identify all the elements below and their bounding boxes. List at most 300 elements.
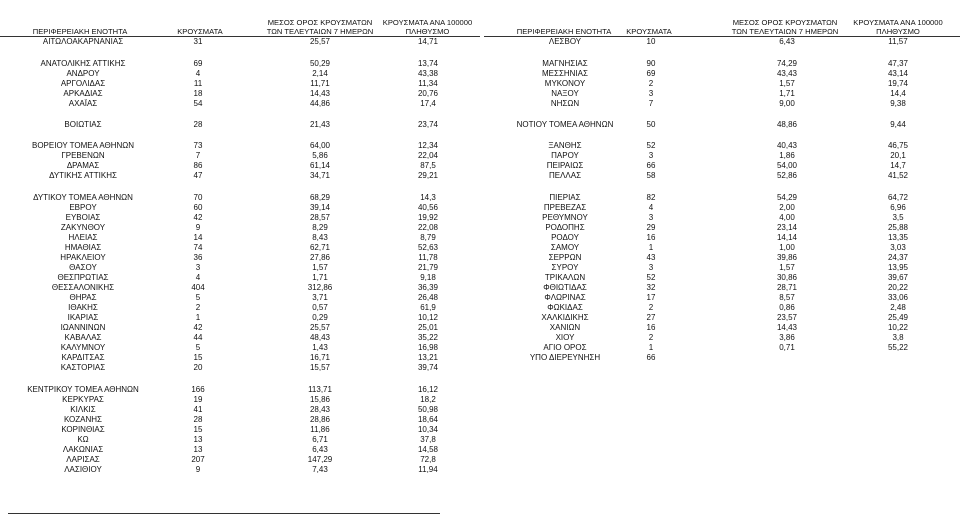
region-cell: ΘΑΣΟΥ — [69, 263, 97, 272]
cases-cell: 28 — [193, 120, 203, 129]
region-cell: ΚΕΝΤΡΙΚΟΥ ΤΟΜΕΑ ΑΘΗΝΩΝ — [27, 385, 139, 394]
per-100k-cell: 26,48 — [417, 293, 439, 302]
region-cell: ΚΟΖΑΝΗΣ — [63, 415, 103, 424]
cases-cell: 41 — [193, 405, 203, 414]
avg-cell: 1,57 — [779, 79, 795, 88]
table-row — [0, 425, 480, 435]
region-cell: ΦΘΙΩΤΙΔΑΣ — [543, 283, 587, 292]
per-100k-cell: 43,14 — [887, 69, 909, 78]
avg-cell: 23,57 — [776, 313, 798, 322]
per-100k-cell: 25,49 — [887, 313, 909, 322]
avg-cell: 0,86 — [779, 303, 795, 312]
per-100k-cell: 13,74 — [417, 59, 439, 68]
region-cell: ΘΕΣΣΑΛΟΝΙΚΗΣ — [51, 283, 115, 292]
per-100k-cell: 37,8 — [420, 435, 436, 444]
per-100k-cell: 36,39 — [417, 283, 439, 292]
table-row — [0, 161, 480, 171]
table-row — [0, 213, 480, 223]
avg-cell: 61,14 — [309, 161, 331, 170]
per-100k-cell: 13,35 — [887, 233, 909, 242]
region-cell: ΑΝΑΤΟΛΙΚΗΣ ΑΤΤΙΚΗΣ — [40, 59, 126, 68]
header-per-line2: ΠΛΗΘΥΣΜΟ — [405, 27, 450, 36]
region-cell: ΠΕΙΡΑΙΩΣ — [546, 161, 584, 170]
left-table-body — [0, 37, 480, 475]
region-cell: ΘΕΣΠΡΩΤΙΑΣ — [57, 273, 109, 282]
avg-cell: 7,43 — [312, 465, 328, 474]
cases-cell: 4 — [195, 69, 201, 78]
region-cell: ΑΙΤΩΛΟΑΚΑΡΝΑΝΙΑΣ — [42, 37, 124, 46]
table-row — [484, 243, 960, 253]
table-row — [484, 79, 960, 89]
region-cell: ΚΑΛΥΜΝΟΥ — [60, 343, 106, 352]
table-row — [0, 223, 480, 233]
region-cell: ΗΡΑΚΛΕΙΟΥ — [60, 253, 106, 262]
avg-cell: 21,43 — [309, 120, 331, 129]
table-row — [484, 273, 960, 283]
table-row — [0, 263, 480, 273]
region-cell: ΚΟΡΙΝΘΙΑΣ — [61, 425, 105, 434]
cases-cell: 207 — [191, 455, 205, 464]
per-100k-cell: 64,72 — [887, 193, 909, 202]
table-row — [0, 405, 480, 415]
region-cell: ΡΟΔΟΠΗΣ — [545, 223, 585, 232]
header-per-line1: ΚΡΟΥΣΜΑΤΑ ΑΝΑ 100000 — [853, 18, 943, 27]
table-row — [484, 333, 960, 343]
table-row — [484, 233, 960, 243]
cases-cell: 16 — [646, 233, 656, 242]
region-cell: ΦΩΚΙΔΑΣ — [547, 303, 583, 312]
region-cell: ΡΟΔΟΥ — [551, 233, 579, 242]
region-cell: ΖΑΚΥΝΘΟΥ — [60, 223, 106, 232]
table-row — [484, 120, 960, 130]
region-cell: ΠΡΕΒΕΖΑΣ — [543, 203, 587, 212]
region-cell: ΔΥΤΙΚΟΥ ΤΟΜΕΑ ΑΘΗΝΩΝ — [33, 193, 133, 202]
avg-cell: 5,86 — [312, 151, 328, 160]
avg-cell: 25,57 — [309, 323, 331, 332]
per-100k-cell: 22,08 — [417, 223, 439, 232]
table-row — [0, 99, 480, 109]
region-cell: ΔΥΤΙΚΗΣ ΑΤΤΙΚΗΣ — [49, 171, 117, 180]
cases-cell: 27 — [646, 313, 656, 322]
region-cell: ΠΕΛΛΑΣ — [548, 171, 582, 180]
table-row — [484, 213, 960, 223]
cases-cell: 2 — [648, 303, 654, 312]
header-per — [380, 18, 475, 36]
region-cell: ΣΕΡΡΩΝ — [548, 253, 582, 262]
table-row — [484, 59, 960, 69]
table-row — [0, 333, 480, 343]
per-100k-cell: 29,21 — [417, 171, 439, 180]
avg-cell: 1,43 — [312, 343, 328, 352]
cases-cell: 42 — [193, 213, 203, 222]
per-100k-cell: 9,44 — [890, 120, 906, 129]
region-cell: ΛΕΣΒΟΥ — [548, 37, 582, 46]
cases-cell: 4 — [195, 273, 201, 282]
region-cell: ΑΧΑΪΑΣ — [68, 99, 98, 108]
cases-cell: 2 — [648, 333, 654, 342]
avg-cell: 54,00 — [776, 161, 798, 170]
table-row — [0, 151, 480, 161]
avg-cell: 44,86 — [309, 99, 331, 108]
cases-cell: 69 — [646, 69, 656, 78]
cases-cell: 54 — [193, 99, 203, 108]
per-100k-cell: 6,96 — [890, 203, 906, 212]
avg-cell: 28,57 — [309, 213, 331, 222]
cases-cell: 9 — [195, 223, 201, 232]
cases-cell: 11 — [193, 79, 203, 88]
table-row — [0, 243, 480, 253]
avg-cell: 8,29 — [312, 223, 328, 232]
table-row — [484, 151, 960, 161]
cases-cell: 28 — [193, 415, 203, 424]
per-100k-cell: 72,8 — [420, 455, 436, 464]
per-100k-cell: 3,5 — [892, 213, 904, 222]
cases-cell: 52 — [646, 273, 656, 282]
per-100k-cell: 14,7 — [890, 161, 906, 170]
avg-cell: 3,71 — [312, 293, 328, 302]
cases-cell: 2 — [195, 303, 201, 312]
per-100k-cell: 14,58 — [417, 445, 439, 454]
header-cases: ΚΡΟΥΣΜΑΤΑ — [177, 27, 223, 36]
region-cell: ΕΥΒΟΙΑΣ — [65, 213, 101, 222]
avg-cell: 1,00 — [779, 243, 795, 252]
avg-cell: 147,29 — [307, 455, 333, 464]
region-cell: ΚΕΡΚΥΡΑΣ — [62, 395, 104, 404]
cases-cell: 31 — [193, 37, 203, 46]
region-cell: ΥΠΟ ΔΙΕΡΕΥΝΗΣΗ — [529, 353, 601, 362]
table-row — [0, 69, 480, 79]
table-row — [484, 171, 960, 181]
table-row — [484, 37, 960, 47]
per-100k-cell: 16,12 — [417, 385, 439, 394]
header-avg-line1: ΜΕΣΟΣ ΟΡΟΣ ΚΡΟΥΣΜΑΤΩΝ — [267, 18, 373, 27]
per-100k-cell: 12,34 — [417, 141, 439, 150]
region-cell: ΕΒΡΟΥ — [69, 203, 97, 212]
table-row — [0, 253, 480, 263]
table-row — [484, 69, 960, 79]
table-row — [484, 141, 960, 151]
table-row — [484, 303, 960, 313]
avg-cell: 8,57 — [779, 293, 795, 302]
cases-cell: 7 — [195, 151, 201, 160]
cases-cell: 1 — [195, 313, 201, 322]
region-cell: ΚΙΛΚΙΣ — [70, 405, 96, 414]
region-cell: ΡΕΘΥΜΝΟΥ — [542, 213, 588, 222]
header-avg — [255, 18, 385, 36]
per-100k-cell: 21,79 — [417, 263, 439, 272]
avg-cell: 28,71 — [776, 283, 798, 292]
table-row — [0, 455, 480, 465]
header-region: ΠΕΡΙΦΕΡΕΙΑΚΗ ΕΝΟΤΗΤΑ — [516, 27, 612, 36]
left-table — [0, 14, 480, 475]
region-cell: ΓΡΕΒΕΝΩΝ — [61, 151, 105, 160]
table-row — [0, 171, 480, 181]
header-cases: ΚΡΟΥΣΜΑΤΑ — [626, 27, 672, 36]
avg-cell: 11,71 — [310, 79, 330, 88]
table-row — [0, 141, 480, 151]
cases-cell: 69 — [193, 59, 203, 68]
avg-cell: 1,71 — [312, 273, 328, 282]
table-row — [0, 313, 480, 323]
avg-cell: 54,29 — [776, 193, 798, 202]
region-cell: ΚΩ — [77, 435, 89, 444]
header-per-line2: ΠΛΗΘΥΣΜΟ — [876, 27, 920, 36]
per-100k-cell: 14,3 — [420, 193, 436, 202]
avg-cell: 1,86 — [779, 151, 795, 160]
table-row — [0, 79, 480, 89]
cases-cell: 3 — [648, 151, 654, 160]
region-cell: ΘΗΡΑΣ — [69, 293, 97, 302]
table-row — [484, 343, 960, 353]
bottom-rule — [8, 513, 440, 514]
per-100k-cell: 17,4 — [420, 99, 436, 108]
avg-cell: 48,86 — [776, 120, 798, 129]
region-cell: ΑΡΚΑΔΙΑΣ — [63, 89, 103, 98]
cases-cell: 44 — [193, 333, 203, 342]
per-100k-cell: 20,22 — [887, 283, 909, 292]
per-100k-cell: 24,37 — [887, 253, 909, 262]
cases-cell: 66 — [646, 353, 656, 362]
table-row — [484, 161, 960, 171]
table-row — [484, 263, 960, 273]
per-100k-cell: 39,74 — [417, 363, 439, 372]
per-100k-cell: 50,98 — [417, 405, 439, 414]
per-100k-cell: 20,76 — [417, 89, 439, 98]
avg-cell: 4,00 — [779, 213, 795, 222]
region-cell: ΛΑΚΩΝΙΑΣ — [62, 445, 104, 454]
cases-cell: 47 — [193, 171, 203, 180]
per-100k-cell: 3,03 — [890, 243, 906, 252]
table-row — [484, 223, 960, 233]
table-row — [0, 89, 480, 99]
table-row — [0, 353, 480, 363]
cases-cell: 90 — [646, 59, 656, 68]
cases-cell: 18 — [193, 89, 203, 98]
cases-cell: 2 — [648, 79, 654, 88]
avg-cell: 52,86 — [776, 171, 798, 180]
region-cell: ΝΟΤΙΟΥ ΤΟΜΕΑ ΑΘΗΝΩΝ — [516, 120, 614, 129]
avg-cell: 15,57 — [309, 363, 331, 372]
header-per-line1: ΚΡΟΥΣΜΑΤΑ ΑΝΑ 100000 — [382, 18, 473, 27]
avg-cell: 64,00 — [309, 141, 331, 150]
cases-cell: 86 — [193, 161, 203, 170]
table-row — [0, 435, 480, 445]
cases-cell: 5 — [195, 293, 201, 302]
avg-cell: 68,29 — [309, 193, 331, 202]
avg-cell: 8,43 — [312, 233, 328, 242]
table-row — [0, 465, 480, 475]
per-100k-cell: 9,18 — [420, 273, 436, 282]
avg-cell: 40,43 — [776, 141, 798, 150]
cases-cell: 52 — [646, 141, 656, 150]
avg-cell: 39,14 — [309, 203, 331, 212]
cases-cell: 36 — [193, 253, 203, 262]
table-row — [0, 445, 480, 455]
per-100k-cell: 47,37 — [887, 59, 909, 68]
region-cell: ΣΑΜΟΥ — [550, 243, 580, 252]
avg-cell: 74,29 — [776, 59, 798, 68]
per-100k-cell: 33,06 — [887, 293, 909, 302]
per-100k-cell: 18,2 — [420, 395, 436, 404]
region-cell: ΑΓΙΟ ΟΡΟΣ — [543, 343, 587, 352]
table-row — [0, 233, 480, 243]
table-row — [0, 363, 480, 373]
cases-cell: 3 — [648, 213, 654, 222]
cases-cell: 10 — [646, 37, 656, 46]
header-avg-line2: ΤΩΝ ΤΕΛΕΥΤΑΙΩΝ 7 ΗΜΕΡΩΝ — [266, 27, 374, 36]
cases-cell: 3 — [648, 89, 654, 98]
cases-cell: 3 — [195, 263, 201, 272]
avg-cell: 43,43 — [776, 69, 798, 78]
cases-cell: 13 — [193, 435, 203, 444]
avg-cell: 3,86 — [779, 333, 795, 342]
avg-cell: 312,86 — [307, 283, 333, 292]
per-100k-cell: 25,01 — [417, 323, 439, 332]
per-100k-cell: 3,8 — [892, 333, 904, 342]
per-100k-cell: 13,21 — [417, 353, 439, 362]
region-cell: ΧΙΟΥ — [555, 333, 575, 342]
region-cell: ΝΗΣΩΝ — [550, 99, 580, 108]
region-cell: ΔΡΑΜΑΣ — [66, 161, 100, 170]
region-cell: ΧΑΝΙΩΝ — [549, 323, 581, 332]
table-row — [0, 59, 480, 69]
region-cell: ΝΑΞΟΥ — [551, 89, 579, 98]
cases-cell: 13 — [193, 445, 203, 454]
table-row — [0, 323, 480, 333]
region-cell: ΛΑΡΙΣΑΣ — [66, 455, 100, 464]
cases-cell: 15 — [193, 425, 203, 434]
header-region: ΠΕΡΙΦΕΡΕΙΑΚΗ ΕΝΟΤΗΤΑ — [32, 27, 128, 36]
per-100k-cell: 8,79 — [420, 233, 436, 242]
per-100k-cell: 11,94 — [418, 465, 438, 474]
avg-cell: 1,57 — [312, 263, 328, 272]
cases-cell: 1 — [648, 243, 654, 252]
avg-cell: 14,43 — [309, 89, 331, 98]
per-100k-cell: 61,9 — [420, 303, 436, 312]
per-100k-cell: 18,64 — [417, 415, 439, 424]
per-100k-cell: 19,74 — [887, 79, 909, 88]
avg-cell: 1,71 — [779, 89, 795, 98]
cases-cell: 60 — [193, 203, 203, 212]
avg-cell: 6,43 — [779, 37, 795, 46]
cases-cell: 74 — [193, 243, 203, 252]
avg-cell: 30,86 — [776, 273, 798, 282]
region-cell: ΚΑΡΔΙΤΣΑΣ — [61, 353, 105, 362]
cases-cell: 9 — [195, 465, 201, 474]
per-100k-cell: 52,63 — [417, 243, 439, 252]
table-row — [484, 283, 960, 293]
table-row — [484, 193, 960, 203]
avg-cell: 16,71 — [309, 353, 331, 362]
region-cell: ΠΙΕΡΙΑΣ — [549, 193, 581, 202]
avg-cell: 6,71 — [312, 435, 328, 444]
table-row — [484, 99, 960, 109]
table-row — [484, 353, 960, 363]
region-cell: ΞΑΝΘΗΣ — [548, 141, 582, 150]
avg-cell: 1,57 — [779, 263, 795, 272]
cases-cell: 1 — [648, 343, 654, 352]
table-row — [0, 293, 480, 303]
right-table-header — [484, 14, 960, 36]
cases-cell: 42 — [193, 323, 203, 332]
cases-cell: 43 — [646, 253, 656, 262]
avg-cell: 23,14 — [776, 223, 798, 232]
table-row — [484, 203, 960, 213]
per-100k-cell: 2,48 — [890, 303, 906, 312]
region-cell: ΜΕΣΣΗΝΙΑΣ — [542, 69, 588, 78]
cases-cell: 5 — [195, 343, 201, 352]
per-100k-cell: 13,95 — [887, 263, 909, 272]
cases-cell: 73 — [193, 141, 203, 150]
per-100k-cell: 19,92 — [417, 213, 439, 222]
per-100k-cell: 10,12 — [417, 313, 439, 322]
table-row — [0, 395, 480, 405]
table-row — [0, 303, 480, 313]
region-cell: ΗΛΕΙΑΣ — [68, 233, 98, 242]
region-cell: ΚΑΒΑΛΑΣ — [64, 333, 102, 342]
table-row — [484, 293, 960, 303]
table-row — [484, 89, 960, 99]
avg-cell: 0,57 — [312, 303, 328, 312]
region-cell: ΦΛΩΡΙΝΑΣ — [544, 293, 586, 302]
right-table — [484, 14, 960, 363]
table-row — [0, 193, 480, 203]
avg-cell: 48,43 — [309, 333, 331, 342]
per-100k-cell: 55,22 — [887, 343, 909, 352]
per-100k-cell: 14,71 — [417, 37, 439, 46]
cases-cell: 58 — [646, 171, 656, 180]
avg-cell: 28,86 — [309, 415, 331, 424]
per-100k-cell: 87,5 — [420, 161, 436, 170]
cases-cell: 70 — [193, 193, 203, 202]
table-row — [0, 203, 480, 213]
avg-cell: 14,14 — [776, 233, 798, 242]
per-100k-cell: 41,52 — [887, 171, 909, 180]
avg-cell: 62,71 — [309, 243, 331, 252]
avg-cell: 34,71 — [309, 171, 331, 180]
avg-cell: 50,29 — [309, 59, 331, 68]
avg-cell: 2,14 — [312, 69, 328, 78]
table-row — [484, 253, 960, 263]
avg-cell: 39,86 — [776, 253, 798, 262]
per-100k-cell: 40,56 — [417, 203, 439, 212]
avg-cell: 113,71 — [308, 385, 332, 394]
region-cell: ΙΚΑΡΙΑΣ — [67, 313, 99, 322]
per-100k-cell: 39,67 — [887, 273, 909, 282]
table-row — [484, 323, 960, 333]
per-100k-cell: 23,74 — [417, 120, 439, 129]
per-100k-cell: 14,4 — [890, 89, 906, 98]
per-100k-cell: 11,78 — [418, 253, 438, 262]
cases-cell: 82 — [646, 193, 656, 202]
cases-cell: 19 — [193, 395, 203, 404]
avg-cell: 28,43 — [309, 405, 331, 414]
per-100k-cell: 10,34 — [417, 425, 439, 434]
region-cell: ΠΑΡΟΥ — [551, 151, 579, 160]
per-100k-cell: 35,22 — [417, 333, 439, 342]
region-cell: ΚΑΣΤΟΡΙΑΣ — [60, 363, 106, 372]
region-cell: ΤΡΙΚΑΛΩΝ — [544, 273, 586, 282]
region-cell: ΜΑΓΝΗΣΙΑΣ — [542, 59, 588, 68]
per-100k-cell: 46,75 — [887, 141, 909, 150]
region-cell: ΗΜΑΘΙΑΣ — [64, 243, 102, 252]
cases-cell: 166 — [191, 385, 205, 394]
per-100k-cell: 25,88 — [887, 223, 909, 232]
avg-cell: 15,86 — [309, 395, 331, 404]
cases-cell: 404 — [191, 283, 205, 292]
table-row — [0, 273, 480, 283]
header-avg-line2: ΤΩΝ ΤΕΛΕΥΤΑΙΩΝ 7 ΗΜΕΡΩΝ — [731, 27, 839, 36]
